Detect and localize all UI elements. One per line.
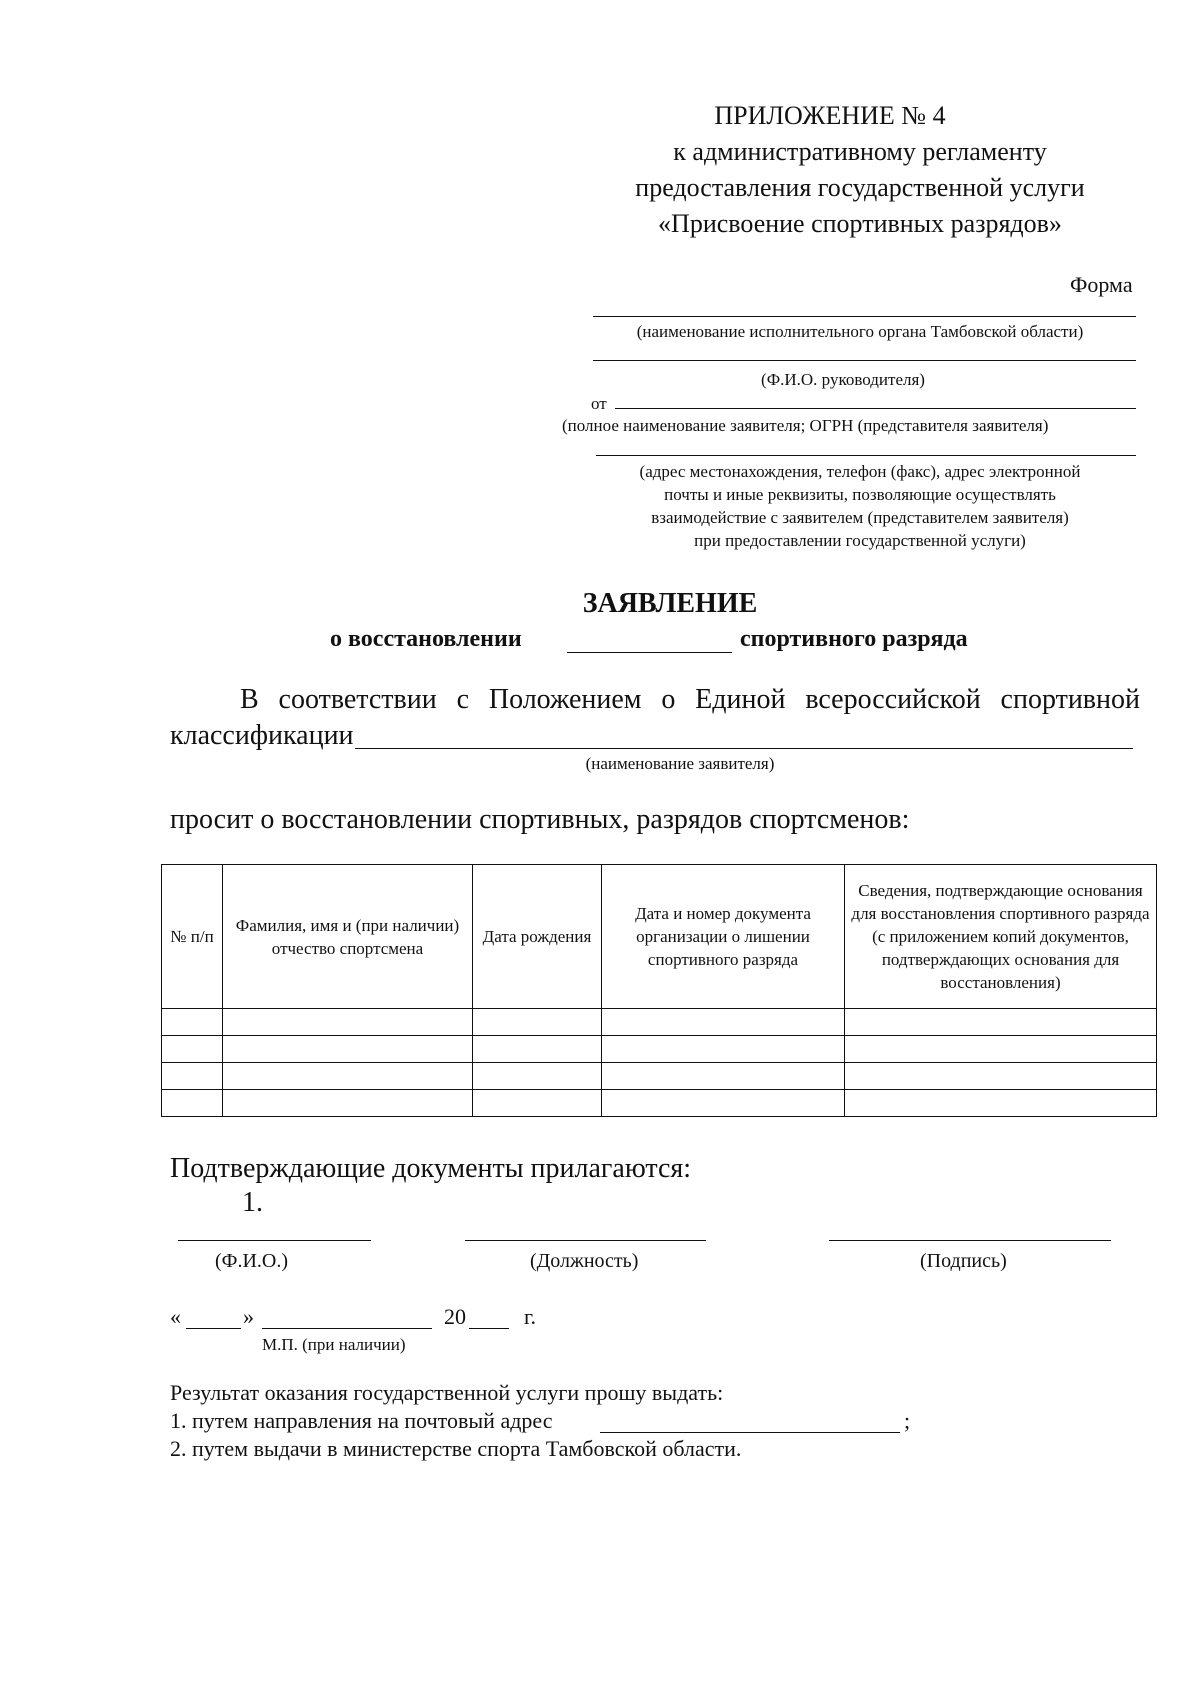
table-cell[interactable]	[473, 1090, 602, 1117]
from-label: от	[591, 394, 607, 413]
applicant-classification-field[interactable]	[355, 748, 1133, 749]
table-cell[interactable]	[602, 1090, 845, 1117]
table-cell[interactable]	[223, 1036, 473, 1063]
date-open-quote: «	[170, 1304, 181, 1329]
header-birth-date: Дата рождения	[473, 865, 602, 1009]
result-option-1-end: ;	[904, 1408, 911, 1433]
appendix-line-2: предоставления государственной услуги	[635, 173, 1085, 202]
postal-address-field[interactable]	[600, 1432, 900, 1433]
date-year-suffix: г.	[524, 1304, 537, 1329]
head-name-hint: (Ф.И.О. руководителя)	[761, 370, 925, 389]
position-field[interactable]	[465, 1240, 706, 1241]
applicant-name-hint: (полное наименование заявителя; ОГРН (представителя заявителя)	[562, 416, 1049, 435]
contacts-hint-line-3: взаимодействие с заявителем (представителем заявителя)	[651, 508, 1069, 527]
stamp-hint: М.П. (при наличии)	[262, 1335, 406, 1354]
table-cell[interactable]	[223, 1063, 473, 1090]
organ-name-hint: (наименование исполнительного органа Тамбовской области)	[636, 322, 1084, 341]
table-row	[162, 1009, 1157, 1036]
statement-title: ЗАЯВЛЕНИЕ	[582, 588, 758, 619]
rank-type-field[interactable]	[567, 652, 732, 653]
table-cell[interactable]	[162, 1090, 223, 1117]
fio-hint: (Ф.И.О.)	[215, 1250, 289, 1272]
table-cell[interactable]	[473, 1063, 602, 1090]
appendix-line-3: «Присвоение спортивных разрядов»	[658, 209, 1062, 238]
statement-subtitle-left: о восстановлении	[330, 626, 522, 652]
table-cell[interactable]	[845, 1036, 1157, 1063]
contacts-hint-line-4: при предоставлении государственной услуги)	[694, 531, 1026, 550]
table-cell[interactable]	[223, 1090, 473, 1117]
table-cell[interactable]	[845, 1009, 1157, 1036]
contacts-hint-line-1: (адрес местонахождения, телефон (факс), адрес электронной	[639, 462, 1081, 481]
header-restoration-grounds: Сведения, подтверждающие основания для восстановления спортивного разряда (с приложением копий документов, подтверждающих основания для восстановления)	[845, 865, 1157, 1009]
appendix-line-1: к административному регламенту	[673, 137, 1047, 166]
paragraph-line-2: классификации	[170, 720, 354, 751]
table-cell[interactable]	[602, 1063, 845, 1090]
date-year-field[interactable]	[469, 1328, 509, 1329]
organ-name-field[interactable]	[593, 316, 1136, 317]
table-cell[interactable]	[845, 1090, 1157, 1117]
date-month-field[interactable]	[262, 1328, 432, 1329]
table-header-row	[162, 865, 1157, 1009]
attachments-label: Подтверждающие документы прилагаются:	[170, 1153, 692, 1184]
applicant-name-field[interactable]	[615, 408, 1136, 409]
athletes-table	[161, 864, 1157, 1117]
applicant-contacts-field[interactable]	[596, 455, 1136, 456]
contacts-hint-line-2: почты и иные реквизиты, позволяющие осуществлять	[664, 485, 1056, 504]
paragraph-line-1	[240, 684, 1140, 716]
result-label: Результат оказания государственной услуги прошу выдать:	[170, 1380, 724, 1405]
date-day-field[interactable]	[186, 1328, 241, 1329]
fio-field[interactable]	[178, 1240, 371, 1241]
attachment-item-1: 1.	[242, 1187, 263, 1218]
form-label: Форма	[1070, 272, 1133, 297]
applicant-hint: (наименование заявителя)	[585, 754, 775, 773]
table-row	[162, 1090, 1157, 1117]
signature-field[interactable]	[829, 1240, 1111, 1241]
table-cell[interactable]	[473, 1036, 602, 1063]
table-cell[interactable]	[162, 1063, 223, 1090]
result-option-1: 1. путем направления на почтовый адрес	[170, 1408, 553, 1433]
head-name-field[interactable]	[593, 360, 1136, 361]
table-row	[162, 1036, 1157, 1063]
header-full-name: Фамилия, имя и (при наличии) отчество спортсмена	[223, 865, 473, 1009]
table-cell[interactable]	[602, 1009, 845, 1036]
date-close-quote: »	[243, 1304, 254, 1329]
request-text: просит о восстановлении спортивных, разрядов спортсменов:	[170, 804, 910, 835]
signature-hint: (Подпись)	[920, 1250, 1007, 1272]
appendix-title: ПРИЛОЖЕНИЕ № 4	[714, 101, 946, 130]
applicant-contacts-hint	[590, 460, 1130, 552]
date-year-prefix: 20	[444, 1304, 466, 1329]
table-cell[interactable]	[473, 1009, 602, 1036]
table-row	[162, 1063, 1157, 1090]
header-number: № п/п	[162, 865, 223, 1009]
result-option-2: 2. путем выдачи в министерстве спорта Тамбовской области.	[170, 1436, 742, 1461]
appendix-block	[590, 98, 1130, 242]
position-hint: (Должность)	[530, 1250, 639, 1272]
statement-subtitle-right: спортивного разряда	[740, 626, 968, 652]
table-cell[interactable]	[162, 1036, 223, 1063]
header-deprivation-document: Дата и номер документа организации о лишении спортивного разряда	[602, 865, 845, 1009]
table-cell[interactable]	[162, 1009, 223, 1036]
table-cell[interactable]	[845, 1063, 1157, 1090]
table-cell[interactable]	[602, 1036, 845, 1063]
paragraph-text-1: В соответствии с Положением о Единой всероссийской спортивной	[240, 684, 1140, 715]
table-cell[interactable]	[223, 1009, 473, 1036]
